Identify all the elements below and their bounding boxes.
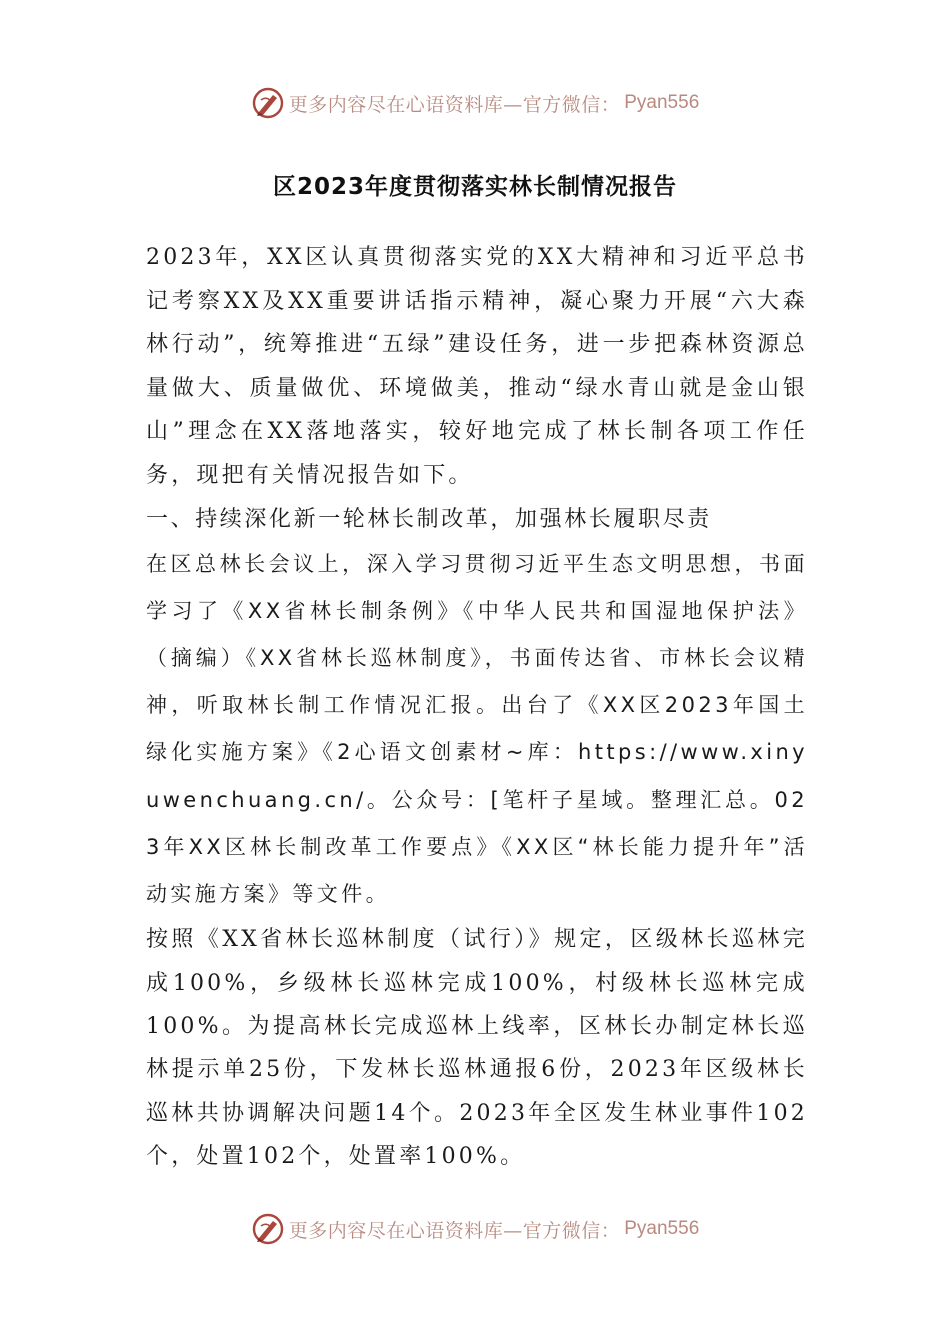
watermark-banner-top — [0, 83, 950, 123]
watermark-text: 更多内容尽在心语资料库—官方微信： — [288, 93, 621, 116]
watermark-text: 更多内容尽在心语资料库—官方微信： — [288, 1219, 621, 1242]
pen-logo-icon — [251, 1212, 285, 1246]
pen-logo-icon — [251, 86, 285, 120]
watermark-wechat-id: Pyan556 — [624, 92, 700, 113]
watermark-banner-bottom — [0, 1209, 950, 1249]
section1-paragraph-2: 按照《XX省林长巡林制度（试行）》规定，区级林长巡林完成100%，乡级林长巡林完成100%，村级林长巡林完成100%。为提高林长完成巡林上线率，区林长办制定林长巡林提示单25份，下发林长巡林通报6份，2023年区级林长巡林共协调解决问题14个。2023年全区发生林业事件102个，处置102个，处置率100%。 — [146, 927, 808, 1170]
watermark-wechat-id: Pyan556 — [624, 1218, 700, 1239]
document-title: 区2023年度贯彻落实林长制情况报告 — [272, 174, 677, 200]
document-body — [146, 236, 808, 1179]
section-heading-1: 一、持续深化新一轮林长制改革，加强林长履职尽责 — [146, 506, 712, 532]
section1-paragraph-1: 在区总林长会议上，深入学习贯彻习近平生态文明思想，书面学习了《XX省林长制条例》《中华人民共和国湿地保护法》（摘编）《XX省林长巡林制度》，书面传达省、市林长会议精神，听取林长制工作情况汇报。出台了《XX区2023年国土绿化实施方案》《2心语文创素材~库：https://www.xinyuwenchuang.cn/。公众号：[笔杆子星域。整理汇总。023年XX区林长制改革工作要点》《XX区“林长能力提升年”活动实施方案》等文件。 — [146, 551, 808, 906]
intro-paragraph: 2023年，XX区认真贯彻落实党的XX大精神和习近平总书记考察XX及XX重要讲话指示精神，凝心聚力开展“六大森林行动”，统筹推进“五绿”建设任务，进一步把森林资源总量做大、质量做优、环境做美，推动“绿水青山就是金山银山”理念在XX落地落实，较好地完成了林长制各项工作任务，现把有关情况报告如下。 — [146, 245, 808, 488]
